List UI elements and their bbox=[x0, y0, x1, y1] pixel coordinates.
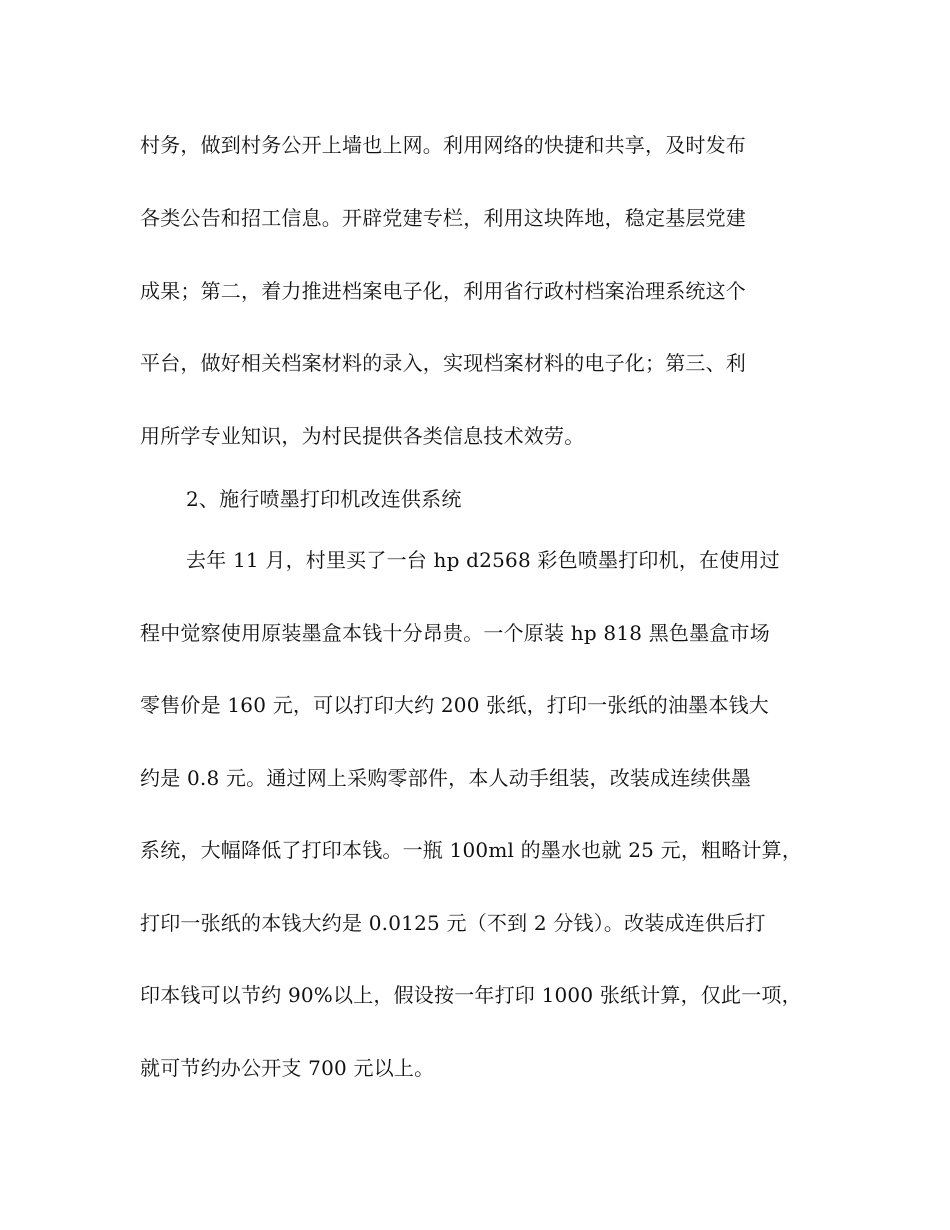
paragraph-line: 就可节约办公开支 700 元以上。 bbox=[140, 1056, 435, 1080]
paragraph-line: 用所学专业知识，为村民提供各类信息技术效劳。 bbox=[140, 424, 585, 448]
paragraph-line: 零售价是 160 元，可以打印大约 200 张纸，打印一张纸的油墨本钱大 bbox=[140, 693, 769, 717]
paragraph-line: 村务，做到村务公开上墙也上网。利用网络的快捷和共享，及时发布 bbox=[140, 133, 746, 157]
paragraph-line: 约是 0.8 元。通过网上采购零部件，本人动手组装，改装成连续供墨 bbox=[140, 766, 752, 790]
paragraph-line: 去年 11 月，村里买了一台 hp d2568 彩色喷墨打印机，在使用过 bbox=[186, 548, 780, 572]
paragraph-line: 系统，大幅降低了打印本钱。一瓶 100ml 的墨水也就 25 元，粗略计算， bbox=[140, 838, 803, 862]
paragraph-line: 印本钱可以节约 90%以上，假设按一年打印 1000 张纸计算，仅此一项， bbox=[140, 983, 802, 1007]
paragraph-line: 打印一张纸的本钱大约是 0.0125 元（不到 2 分钱）。改装成连供后打 bbox=[140, 911, 766, 935]
paragraph-line: 程中觉察使用原装墨盒本钱十分昂贵。一个原装 hp 818 黑色墨盒市场 bbox=[140, 621, 770, 645]
paragraph-line: 成果；第二，着力推进档案电子化，利用省行政村档案治理系统这个 bbox=[140, 279, 746, 303]
paragraph-line: 各类公告和招工信息。开辟党建专栏，利用这块阵地，稳定基层党建 bbox=[140, 206, 746, 230]
paragraph-line: 平台，做好相关档案材料的录入，实现档案材料的电子化；第三、利 bbox=[140, 351, 746, 375]
section-heading: 2、施行喷墨打印机改连供系统 bbox=[186, 487, 462, 511]
